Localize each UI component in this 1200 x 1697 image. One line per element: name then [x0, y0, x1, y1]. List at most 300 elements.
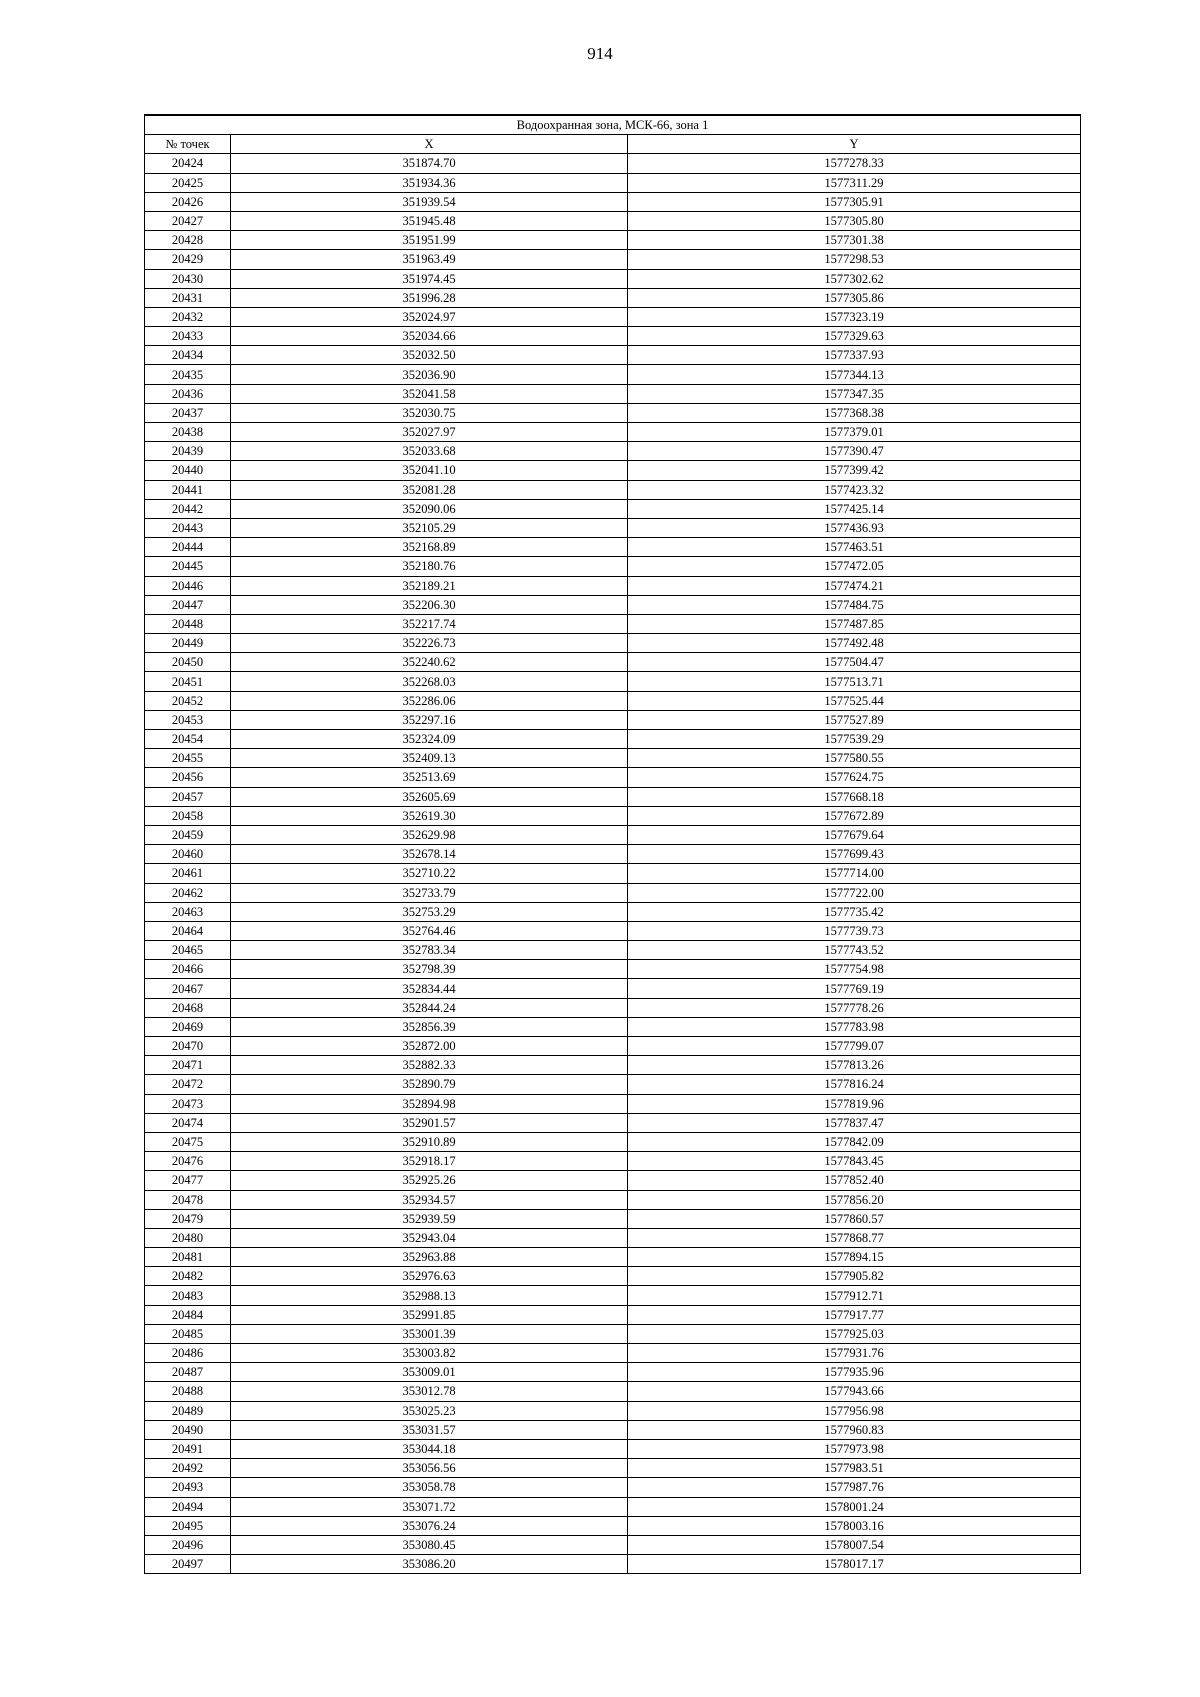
cell-x: 352963.88: [231, 1248, 628, 1267]
cell-y: 1577463.51: [628, 538, 1081, 557]
cell-x: 351963.49: [231, 250, 628, 269]
cell-y: 1577527.89: [628, 710, 1081, 729]
cell-point-number: 20459: [145, 825, 231, 844]
cell-x: 351874.70: [231, 154, 628, 173]
table-row: [145, 499, 1081, 518]
cell-y: 1577837.47: [628, 1113, 1081, 1132]
cell-point-number: 20450: [145, 653, 231, 672]
cell-point-number: 20428: [145, 231, 231, 250]
table-row: [145, 1267, 1081, 1286]
cell-y: 1577852.40: [628, 1171, 1081, 1190]
table-row: [145, 538, 1081, 557]
cell-y: 1577931.76: [628, 1344, 1081, 1363]
cell-x: 352090.06: [231, 499, 628, 518]
cell-x: 352934.57: [231, 1190, 628, 1209]
cell-x: 352033.68: [231, 442, 628, 461]
cell-point-number: 20434: [145, 346, 231, 365]
cell-point-number: 20485: [145, 1324, 231, 1343]
cell-point-number: 20476: [145, 1152, 231, 1171]
table-row: [145, 288, 1081, 307]
cell-point-number: 20486: [145, 1344, 231, 1363]
table-row: [145, 1324, 1081, 1343]
table-row: [145, 1401, 1081, 1420]
cell-x: 352856.39: [231, 1017, 628, 1036]
cell-x: 352226.73: [231, 634, 628, 653]
table-row: [145, 192, 1081, 211]
cell-x: 352783.34: [231, 941, 628, 960]
cell-point-number: 20471: [145, 1056, 231, 1075]
cell-y: 1577769.19: [628, 979, 1081, 998]
cell-y: 1577894.15: [628, 1248, 1081, 1267]
cell-y: 1577624.75: [628, 768, 1081, 787]
cell-point-number: 20427: [145, 211, 231, 230]
cell-y: 1577799.07: [628, 1037, 1081, 1056]
table-row: [145, 1113, 1081, 1132]
table-row: [145, 1190, 1081, 1209]
cell-x: 353009.01: [231, 1363, 628, 1382]
cell-y: 1577778.26: [628, 998, 1081, 1017]
cell-y: 1577305.91: [628, 192, 1081, 211]
cell-x: 352189.21: [231, 576, 628, 595]
table-row: [145, 768, 1081, 787]
cell-x: 352032.50: [231, 346, 628, 365]
table-row: [145, 672, 1081, 691]
cell-point-number: 20433: [145, 327, 231, 346]
cell-y: 1577956.98: [628, 1401, 1081, 1420]
cell-x: 352710.22: [231, 864, 628, 883]
cell-y: 1577743.52: [628, 941, 1081, 960]
cell-x: 352918.17: [231, 1152, 628, 1171]
cell-x: 352678.14: [231, 845, 628, 864]
cell-x: 352105.29: [231, 518, 628, 537]
cell-point-number: 20439: [145, 442, 231, 461]
table-row: [145, 307, 1081, 326]
cell-point-number: 20452: [145, 691, 231, 710]
cell-y: 1577337.93: [628, 346, 1081, 365]
cell-x: 352976.63: [231, 1267, 628, 1286]
cell-y: 1577754.98: [628, 960, 1081, 979]
table-row: [145, 1209, 1081, 1228]
cell-point-number: 20440: [145, 461, 231, 480]
cell-point-number: 20489: [145, 1401, 231, 1420]
cell-point-number: 20475: [145, 1132, 231, 1151]
cell-point-number: 20464: [145, 921, 231, 940]
cell-y: 1577816.24: [628, 1075, 1081, 1094]
cell-point-number: 20491: [145, 1439, 231, 1458]
cell-point-number: 20463: [145, 902, 231, 921]
cell-point-number: 20454: [145, 730, 231, 749]
cell-y: 1578017.17: [628, 1555, 1081, 1574]
cell-y: 1577668.18: [628, 787, 1081, 806]
table-row: [145, 384, 1081, 403]
table-row: [145, 1056, 1081, 1075]
cell-point-number: 20458: [145, 806, 231, 825]
cell-y: 1577484.75: [628, 595, 1081, 614]
cell-y: 1577856.20: [628, 1190, 1081, 1209]
cell-y: 1577525.44: [628, 691, 1081, 710]
cell-point-number: 20494: [145, 1497, 231, 1516]
cell-point-number: 20425: [145, 173, 231, 192]
cell-x: 352217.74: [231, 614, 628, 633]
table-row: [145, 250, 1081, 269]
header-y: Y: [628, 135, 1081, 154]
cell-y: 1577813.26: [628, 1056, 1081, 1075]
cell-y: 1577783.98: [628, 1017, 1081, 1036]
cell-y: 1577905.82: [628, 1267, 1081, 1286]
cell-y: 1577368.38: [628, 403, 1081, 422]
cell-point-number: 20429: [145, 250, 231, 269]
cell-x: 351951.99: [231, 231, 628, 250]
table-row: [145, 998, 1081, 1017]
table-row: [145, 1248, 1081, 1267]
cell-y: 1577580.55: [628, 749, 1081, 768]
cell-x: 352024.97: [231, 307, 628, 326]
table-row: [145, 634, 1081, 653]
cell-x: 353003.82: [231, 1344, 628, 1363]
table-row: [145, 864, 1081, 883]
cell-point-number: 20441: [145, 480, 231, 499]
cell-point-number: 20482: [145, 1267, 231, 1286]
table-row: [145, 1152, 1081, 1171]
cell-x: 351974.45: [231, 269, 628, 288]
cell-y: 1577423.32: [628, 480, 1081, 499]
cell-point-number: 20465: [145, 941, 231, 960]
table-row: [145, 461, 1081, 480]
cell-y: 1577917.77: [628, 1305, 1081, 1324]
cell-y: 1577436.93: [628, 518, 1081, 537]
cell-x: 352513.69: [231, 768, 628, 787]
cell-x: 352764.46: [231, 921, 628, 940]
cell-point-number: 20481: [145, 1248, 231, 1267]
cell-x: 352030.75: [231, 403, 628, 422]
cell-y: 1577912.71: [628, 1286, 1081, 1305]
cell-y: 1577935.96: [628, 1363, 1081, 1382]
cell-point-number: 20462: [145, 883, 231, 902]
cell-point-number: 20455: [145, 749, 231, 768]
cell-x: 352324.09: [231, 730, 628, 749]
table-row: [145, 1497, 1081, 1516]
table-row: [145, 1075, 1081, 1094]
cell-y: 1577492.48: [628, 634, 1081, 653]
cell-y: 1577344.13: [628, 365, 1081, 384]
table-row: [145, 403, 1081, 422]
cell-point-number: 20436: [145, 384, 231, 403]
cell-x: 353056.56: [231, 1459, 628, 1478]
cell-y: 1577390.47: [628, 442, 1081, 461]
table-row: [145, 845, 1081, 864]
cell-x: 352925.26: [231, 1171, 628, 1190]
table-row: [145, 1094, 1081, 1113]
cell-point-number: 20457: [145, 787, 231, 806]
cell-point-number: 20467: [145, 979, 231, 998]
table-row: [145, 614, 1081, 633]
cell-point-number: 20480: [145, 1228, 231, 1247]
table-head: [145, 115, 1081, 154]
cell-point-number: 20461: [145, 864, 231, 883]
cell-y: 1577399.42: [628, 461, 1081, 480]
table-row: [145, 1478, 1081, 1497]
cell-y: 1577487.85: [628, 614, 1081, 633]
cell-x: 352910.89: [231, 1132, 628, 1151]
cell-y: 1577735.42: [628, 902, 1081, 921]
table-row: [145, 327, 1081, 346]
cell-x: 352081.28: [231, 480, 628, 499]
cell-y: 1577305.80: [628, 211, 1081, 230]
cell-x: 352901.57: [231, 1113, 628, 1132]
cell-y: 1577672.89: [628, 806, 1081, 825]
cell-y: 1577739.73: [628, 921, 1081, 940]
table-row: [145, 518, 1081, 537]
cell-y: 1577860.57: [628, 1209, 1081, 1228]
cell-point-number: 20426: [145, 192, 231, 211]
cell-x: 352753.29: [231, 902, 628, 921]
table-row: [145, 730, 1081, 749]
cell-x: 352872.00: [231, 1037, 628, 1056]
cell-point-number: 20460: [145, 845, 231, 864]
table-row: [145, 557, 1081, 576]
cell-x: 352240.62: [231, 653, 628, 672]
cell-x: 353080.45: [231, 1535, 628, 1554]
cell-point-number: 20472: [145, 1075, 231, 1094]
table-row: [145, 691, 1081, 710]
table-row: [145, 231, 1081, 250]
cell-x: 353025.23: [231, 1401, 628, 1420]
table-row: [145, 365, 1081, 384]
cell-x: 353012.78: [231, 1382, 628, 1401]
cell-x: 352605.69: [231, 787, 628, 806]
header-point-number: № точек: [145, 135, 231, 154]
table-row: [145, 1286, 1081, 1305]
cell-x: 352619.30: [231, 806, 628, 825]
cell-y: 1577722.00: [628, 883, 1081, 902]
header-x: X: [231, 135, 628, 154]
cell-y: 1577425.14: [628, 499, 1081, 518]
cell-x: 351939.54: [231, 192, 628, 211]
cell-point-number: 20453: [145, 710, 231, 729]
cell-point-number: 20424: [145, 154, 231, 173]
cell-point-number: 20438: [145, 423, 231, 442]
cell-x: 351934.36: [231, 173, 628, 192]
cell-y: 1578001.24: [628, 1497, 1081, 1516]
cell-x: 351996.28: [231, 288, 628, 307]
cell-x: 353071.72: [231, 1497, 628, 1516]
cell-point-number: 20466: [145, 960, 231, 979]
table-row: [145, 960, 1081, 979]
cell-point-number: 20437: [145, 403, 231, 422]
cell-y: 1577513.71: [628, 672, 1081, 691]
cell-point-number: 20451: [145, 672, 231, 691]
table-row: [145, 480, 1081, 499]
table-row: [145, 902, 1081, 921]
table-row: [145, 211, 1081, 230]
cell-y: 1577843.45: [628, 1152, 1081, 1171]
cell-y: 1577504.47: [628, 653, 1081, 672]
cell-y: 1577323.19: [628, 307, 1081, 326]
table-row: [145, 653, 1081, 672]
cell-x: 353058.78: [231, 1478, 628, 1497]
cell-x: 352409.13: [231, 749, 628, 768]
table-row: [145, 979, 1081, 998]
cell-y: 1577699.43: [628, 845, 1081, 864]
table-row: [145, 1171, 1081, 1190]
table-row: [145, 1382, 1081, 1401]
cell-point-number: 20488: [145, 1382, 231, 1401]
table-row: [145, 1420, 1081, 1439]
cell-x: 353076.24: [231, 1516, 628, 1535]
cell-x: 352268.03: [231, 672, 628, 691]
cell-y: 1577868.77: [628, 1228, 1081, 1247]
table-row: [145, 921, 1081, 940]
cell-point-number: 20496: [145, 1535, 231, 1554]
coordinates-table: [144, 114, 1081, 1574]
cell-y: 1577819.96: [628, 1094, 1081, 1113]
cell-y: 1577983.51: [628, 1459, 1081, 1478]
table-row: [145, 883, 1081, 902]
table-row: [145, 1555, 1081, 1574]
cell-point-number: 20474: [145, 1113, 231, 1132]
table-row: [145, 806, 1081, 825]
cell-x: 353086.20: [231, 1555, 628, 1574]
cell-point-number: 20497: [145, 1555, 231, 1574]
cell-y: 1577302.62: [628, 269, 1081, 288]
cell-point-number: 20473: [145, 1094, 231, 1113]
cell-y: 1577301.38: [628, 231, 1081, 250]
cell-y: 1577474.21: [628, 576, 1081, 595]
table-title-row: [145, 115, 1081, 135]
cell-x: 352882.33: [231, 1056, 628, 1075]
cell-y: 1577311.29: [628, 173, 1081, 192]
table-row: [145, 1305, 1081, 1324]
cell-y: 1577379.01: [628, 423, 1081, 442]
cell-y: 1577298.53: [628, 250, 1081, 269]
cell-y: 1577278.33: [628, 154, 1081, 173]
cell-x: 352991.85: [231, 1305, 628, 1324]
cell-x: 352206.30: [231, 595, 628, 614]
cell-x: 352629.98: [231, 825, 628, 844]
cell-y: 1577925.03: [628, 1324, 1081, 1343]
table-row: [145, 787, 1081, 806]
cell-y: 1577960.83: [628, 1420, 1081, 1439]
cell-x: 352034.66: [231, 327, 628, 346]
cell-y: 1577329.63: [628, 327, 1081, 346]
cell-x: 352733.79: [231, 883, 628, 902]
cell-point-number: 20430: [145, 269, 231, 288]
cell-x: 352041.58: [231, 384, 628, 403]
cell-y: 1577472.05: [628, 557, 1081, 576]
cell-point-number: 20432: [145, 307, 231, 326]
table-row: [145, 749, 1081, 768]
table-row: [145, 346, 1081, 365]
cell-point-number: 20447: [145, 595, 231, 614]
cell-x: 352834.44: [231, 979, 628, 998]
cell-x: 352943.04: [231, 1228, 628, 1247]
cell-point-number: 20479: [145, 1209, 231, 1228]
cell-x: 352939.59: [231, 1209, 628, 1228]
cell-x: 352798.39: [231, 960, 628, 979]
cell-y: 1577347.35: [628, 384, 1081, 403]
cell-x: 352180.76: [231, 557, 628, 576]
table-row: [145, 825, 1081, 844]
cell-x: 352894.98: [231, 1094, 628, 1113]
table-title: Водоохранная зона, МСК-66, зона 1: [145, 115, 1081, 135]
cell-y: 1577842.09: [628, 1132, 1081, 1151]
table-row: [145, 173, 1081, 192]
page-number: 914: [587, 44, 613, 63]
cell-point-number: 20448: [145, 614, 231, 633]
cell-y: 1577973.98: [628, 1439, 1081, 1458]
cell-x: 352297.16: [231, 710, 628, 729]
table-row: [145, 1516, 1081, 1535]
table-row: [145, 1439, 1081, 1458]
cell-point-number: 20443: [145, 518, 231, 537]
table-row: [145, 1017, 1081, 1036]
cell-point-number: 20483: [145, 1286, 231, 1305]
table-body: [145, 154, 1081, 1574]
cell-y: 1577539.29: [628, 730, 1081, 749]
table-row: [145, 941, 1081, 960]
table-row: [145, 595, 1081, 614]
cell-y: 1577305.86: [628, 288, 1081, 307]
cell-point-number: 20493: [145, 1478, 231, 1497]
cell-point-number: 20431: [145, 288, 231, 307]
cell-point-number: 20478: [145, 1190, 231, 1209]
cell-x: 352890.79: [231, 1075, 628, 1094]
cell-point-number: 20469: [145, 1017, 231, 1036]
cell-x: 351945.48: [231, 211, 628, 230]
cell-point-number: 20442: [145, 499, 231, 518]
cell-x: 352988.13: [231, 1286, 628, 1305]
table-row: [145, 154, 1081, 173]
cell-y: 1578007.54: [628, 1535, 1081, 1554]
cell-x: 353044.18: [231, 1439, 628, 1458]
cell-point-number: 20468: [145, 998, 231, 1017]
table-row: [145, 1363, 1081, 1382]
table-row: [145, 269, 1081, 288]
cell-x: 352168.89: [231, 538, 628, 557]
cell-point-number: 20445: [145, 557, 231, 576]
table-row: [145, 576, 1081, 595]
cell-point-number: 20446: [145, 576, 231, 595]
cell-x: 352286.06: [231, 691, 628, 710]
table-header-row: [145, 135, 1081, 154]
cell-point-number: 20456: [145, 768, 231, 787]
cell-point-number: 20492: [145, 1459, 231, 1478]
cell-point-number: 20490: [145, 1420, 231, 1439]
cell-point-number: 20444: [145, 538, 231, 557]
cell-y: 1577987.76: [628, 1478, 1081, 1497]
table-row: [145, 423, 1081, 442]
cell-point-number: 20470: [145, 1037, 231, 1056]
cell-point-number: 20435: [145, 365, 231, 384]
table-row: [145, 1228, 1081, 1247]
table-row: [145, 1459, 1081, 1478]
table-row: [145, 710, 1081, 729]
cell-x: 352041.10: [231, 461, 628, 480]
cell-x: 352036.90: [231, 365, 628, 384]
cell-y: 1577714.00: [628, 864, 1081, 883]
cell-y: 1577679.64: [628, 825, 1081, 844]
table-row: [145, 442, 1081, 461]
table-row: [145, 1535, 1081, 1554]
cell-point-number: 20449: [145, 634, 231, 653]
cell-y: 1577943.66: [628, 1382, 1081, 1401]
cell-point-number: 20484: [145, 1305, 231, 1324]
cell-point-number: 20495: [145, 1516, 231, 1535]
cell-point-number: 20487: [145, 1363, 231, 1382]
table-row: [145, 1132, 1081, 1151]
cell-y: 1578003.16: [628, 1516, 1081, 1535]
cell-point-number: 20477: [145, 1171, 231, 1190]
